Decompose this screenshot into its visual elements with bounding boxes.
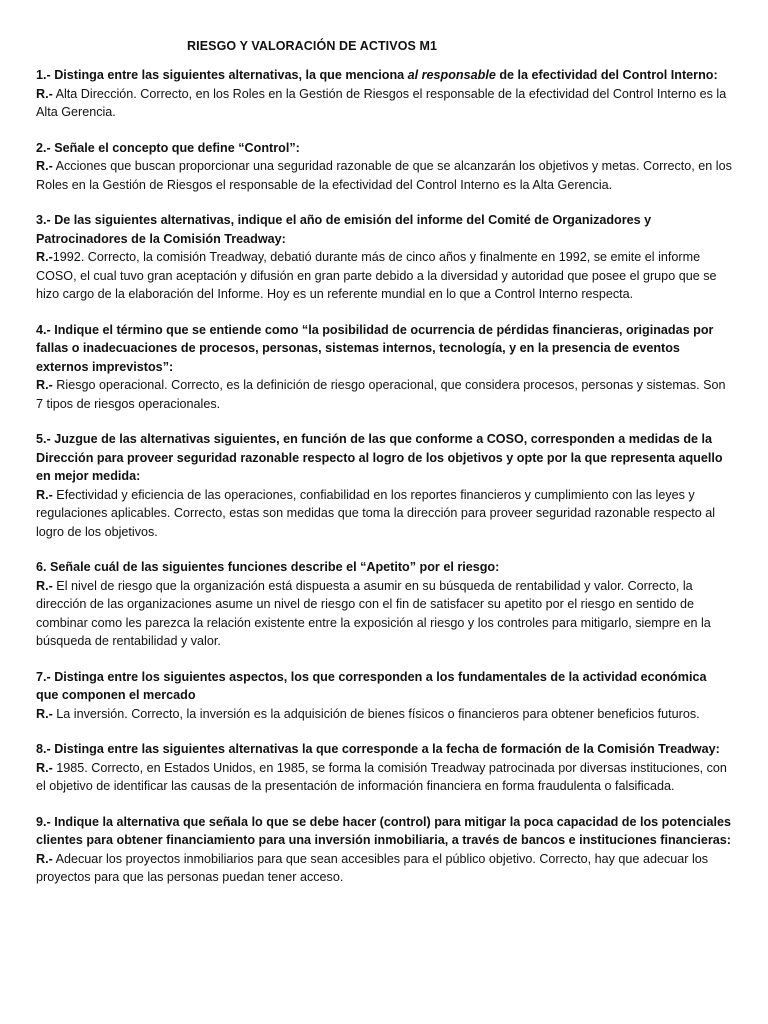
answer-label: R.- xyxy=(36,250,53,264)
question-4 xyxy=(36,321,732,377)
question-3-text: 3.- De las siguientes alternativas, indique el año de emisión del informe del Comité de Organizadores y Patrocinadores de la Comisión Treadway: xyxy=(36,213,652,246)
question-1-emphasis: al responsable xyxy=(407,68,496,82)
answer-label: R.- xyxy=(36,159,53,173)
answer-7-text: La inversión. Correcto, la inversión es la adquisición de bienes físicos o financieros para obtener beneficios futuros. xyxy=(52,706,700,721)
answer-3 xyxy=(36,248,732,304)
question-2 xyxy=(36,139,732,158)
answer-9-text: Adecuar los proyectos inmobiliarios para que sean accesibles para el público objetivo. Correcto, hay que adecuar los proyectos para que las personas puedan tener acceso. xyxy=(36,851,709,884)
qa-list xyxy=(36,66,732,904)
question-9 xyxy=(36,813,732,850)
answer-label: R.- xyxy=(36,378,53,392)
question-1-text: 1.- Distinga entre las siguientes alternativas, la que menciona xyxy=(36,68,408,82)
question-7-text: 7.- Distinga entre los siguientes aspectos, los que corresponden a los fundamentales de la actividad económica que componen el mercado xyxy=(36,669,707,702)
question-8 xyxy=(36,740,732,759)
answer-1-text: Alta Dirección. Correcto, en los Roles en la Gestión de Riesgos el responsable de la efectividad del Control Interno es la Alta Gerencia. xyxy=(36,86,727,119)
question-3 xyxy=(36,211,732,248)
question-5-text: 5.- Juzgue de las alternativas siguientes, en función de las que conforme a COSO, corresponden a medidas de la Dirección para proveer seguridad razonable respecto al logro de los objetivos y opte por la que representa aquello en mejor medida: xyxy=(36,432,723,483)
answer-label: R.- xyxy=(36,760,53,775)
answer-6 xyxy=(36,577,732,651)
question-8-text: 8.- Distinga entre las siguientes alternativas la que corresponde a la fecha de formación de la Comisión Treadway: xyxy=(36,742,720,756)
question-9-text: 9.- Indique la alternativa que señala lo que se debe hacer (control) para mitigar la poca capacidad de los potenciales clientes para obtener financiamiento para una inversión inmobiliaria, a través de bancos e instituciones financieras: xyxy=(36,814,731,847)
question-4-text: 4.- Indique el término que se entiende como “la posibilidad de ocurrencia de pérdidas financieras, originadas por fallas o inadecuaciones de procesos, personas, sistemas internos, tecnología, y en la presencia de eventos externos imprevistos”: xyxy=(36,322,714,374)
answer-6-text: El nivel de riesgo que la organización está dispuesta a asumir en su búsqueda de rentabilidad y valor. Correcto, la dirección de las organizaciones asume un nivel de riesgo con el fin de satisfacer su apetito por el riesgo en sentido de combinar como les parezca la relación existente entre la exposición al riesgo y los controles para mitigarlo, siempre en la búsqueda de rentabilidad y valor. xyxy=(36,578,711,648)
answer-label: R.- xyxy=(36,578,53,593)
answer-4 xyxy=(36,376,732,413)
answer-1 xyxy=(36,85,732,122)
qa-item-2 xyxy=(36,139,732,195)
question-5 xyxy=(36,430,732,486)
answer-2 xyxy=(36,157,732,194)
question-2-text: 2.- Señale el concepto que define “Control”: xyxy=(36,140,300,155)
qa-item-1 xyxy=(36,66,732,122)
answer-label: R.- xyxy=(36,851,53,866)
answer-4-text: Riesgo operacional. Correcto, es la definición de riesgo operacional, que considera procesos, personas y sistemas. Son 7 tipos de riesgos operacionales. xyxy=(36,378,726,411)
question-1-text-end: de la efectividad del Control Interno: xyxy=(495,68,718,82)
question-6-text: 6. Señale cuál de las siguientes funciones describe el “Apetito” por el riesgo: xyxy=(36,560,500,574)
answer-8-text: 1985. Correcto, en Estados Unidos, en 1985, se forma la comisión Treadway patrocinada por diversas instituciones, con el objetivo de identificar las causas de la presentación de información financiera en forma fraudulenta o falsificada. xyxy=(36,760,727,793)
qa-item-9 xyxy=(36,813,732,887)
answer-label: R.- xyxy=(36,706,53,721)
qa-item-5 xyxy=(36,430,732,541)
answer-9 xyxy=(36,850,732,887)
qa-item-3 xyxy=(36,211,732,304)
answer-2-text: Acciones que buscan proporcionar una seguridad razonable de que se alcanzarán los objetivos y metas. Correcto, en los Roles en la Gestión de Riesgos el responsable de la efectividad del Control Interno es la Alta Gerencia. xyxy=(36,159,732,192)
answer-label: R.- xyxy=(36,487,53,502)
answer-label: R.- xyxy=(36,86,53,101)
question-7 xyxy=(36,668,732,705)
question-1 xyxy=(36,66,732,85)
answer-8 xyxy=(36,759,732,796)
answer-5 xyxy=(36,486,732,542)
question-6 xyxy=(36,558,732,577)
page-title: RIESGO Y VALORACIÓN DE ACTIVOS M1 xyxy=(187,39,438,53)
qa-item-6 xyxy=(36,558,732,651)
answer-5-text: Efectividad y eficiencia de las operaciones, confiabilidad en los reportes financieros y cumplimiento con las leyes y regulaciones aplicables. Correcto, estas son medidas que toma la dirección para proveer seguridad razonable respecto al logro de los objetivos. xyxy=(36,487,716,539)
qa-item-7 xyxy=(36,668,732,724)
qa-item-4 xyxy=(36,321,732,414)
answer-7 xyxy=(36,705,732,724)
qa-item-8 xyxy=(36,740,732,796)
answer-3-text: 1992. Correcto, la comisión Treadway, debatió durante más de cinco años y finalmente en 1992, se emite el informe COSO, el cual tuvo gran aceptación y difusión en gran parte debido a la diversidad y autoridad que posee el grupo que se hizo cargo de la elaboración del Informe. Hoy es un referente mundial en lo que a Control Interno respecta. xyxy=(36,250,717,301)
